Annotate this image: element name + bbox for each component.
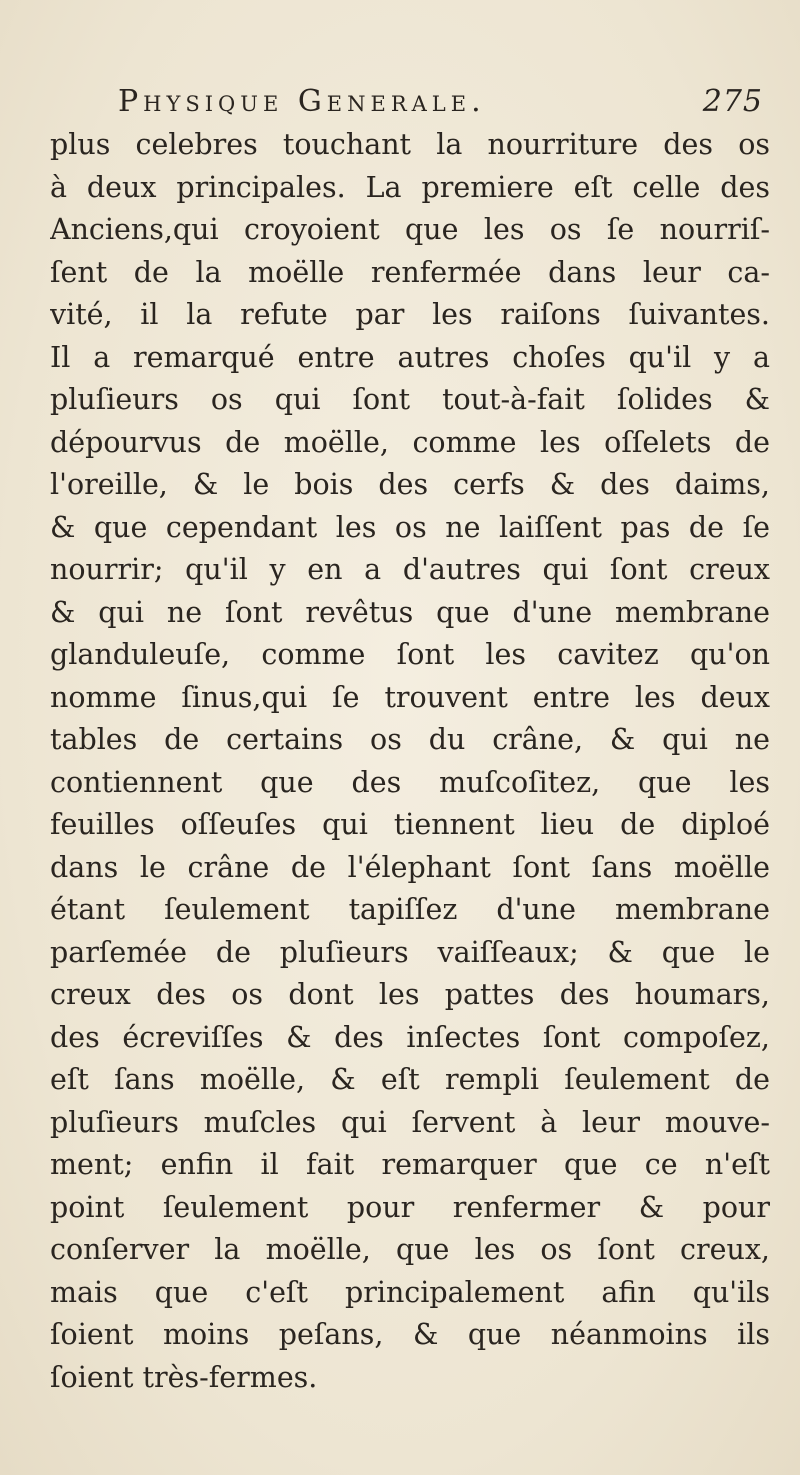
text-line: & qui ne ſont revêtus que d'une membrane — [50, 595, 770, 629]
text-line: conſerver la moëlle, que les os ſont creux, — [50, 1233, 770, 1266]
text-line: dans le crâne de l'élephant ſont ſans moëlle — [50, 850, 770, 884]
text-line: dépourvus de moëlle, comme les oſſelets de — [50, 425, 770, 459]
page-number: 275 — [702, 84, 763, 119]
text-line: Il a remarqué entre autres choſes qu'il y a — [50, 340, 770, 374]
text-line: nomme ſinus,qui ſe trouvent entre les deux — [50, 680, 770, 714]
text-line: eſt ſans moëlle, & eſt rempli ſeulement de — [50, 1063, 770, 1096]
text-line: vité, il la refute par les raiſons ſuivantes. — [50, 298, 770, 331]
running-head — [118, 82, 778, 122]
text-line: glanduleuſe, comme ſont les cavitez qu'on — [50, 638, 770, 671]
text-line: étant ſeulement tapiſſez d'une membrane — [50, 893, 770, 926]
text-line: plus celebres touchant la nourriture des os — [50, 128, 770, 161]
text-line: ſoient moins peſans, & que néanmoins ils — [50, 1318, 770, 1351]
text-line: feuilles oſſeuſes qui tiennent lieu de diploé — [50, 808, 770, 841]
text-line: l'oreille, & le bois des cerfs & des daims, — [50, 468, 770, 501]
text-line: à deux principales. La premiere eſt celle des — [50, 170, 770, 204]
text-line: tables de certains os du crâne, & qui ne — [50, 723, 770, 756]
text-line: contiennent que des muſcoſitez, que les — [50, 765, 770, 799]
text-line: pluſieurs os qui ſont tout-à-fait ſolides & — [50, 383, 770, 416]
body-text — [50, 124, 770, 1399]
text-line: point ſeulement pour renfermer & pour — [50, 1190, 770, 1224]
text-line: ment; enfin il fait remarquer que ce n'eſt — [50, 1148, 770, 1181]
text-line: mais que c'eſt principalement afin qu'ils — [50, 1275, 770, 1309]
text-line: pluſieurs muſcles qui ſervent à leur mouve- — [50, 1105, 770, 1139]
text-line: ſent de la moëlle renfermée dans leur ca- — [50, 255, 770, 289]
text-line: parſemée de pluſieurs vaiſſeaux; & que le — [50, 935, 770, 969]
text-line: Anciens,qui croyoient que les os ſe nourriſ- — [50, 213, 770, 246]
text-line-last: ſoient très-fermes. — [50, 1360, 318, 1394]
text-line: des écreviſſes & des inſectes ſont compoſez, — [50, 1020, 770, 1054]
text-line: creux des os dont les pattes des houmars, — [50, 978, 770, 1011]
text-line: & que cependant les os ne laiſſent pas de ſe — [50, 510, 770, 544]
running-title: Physique Generale. — [118, 84, 486, 119]
text-line: nourrir; qu'il y en a d'autres qui ſont creux — [50, 553, 770, 586]
